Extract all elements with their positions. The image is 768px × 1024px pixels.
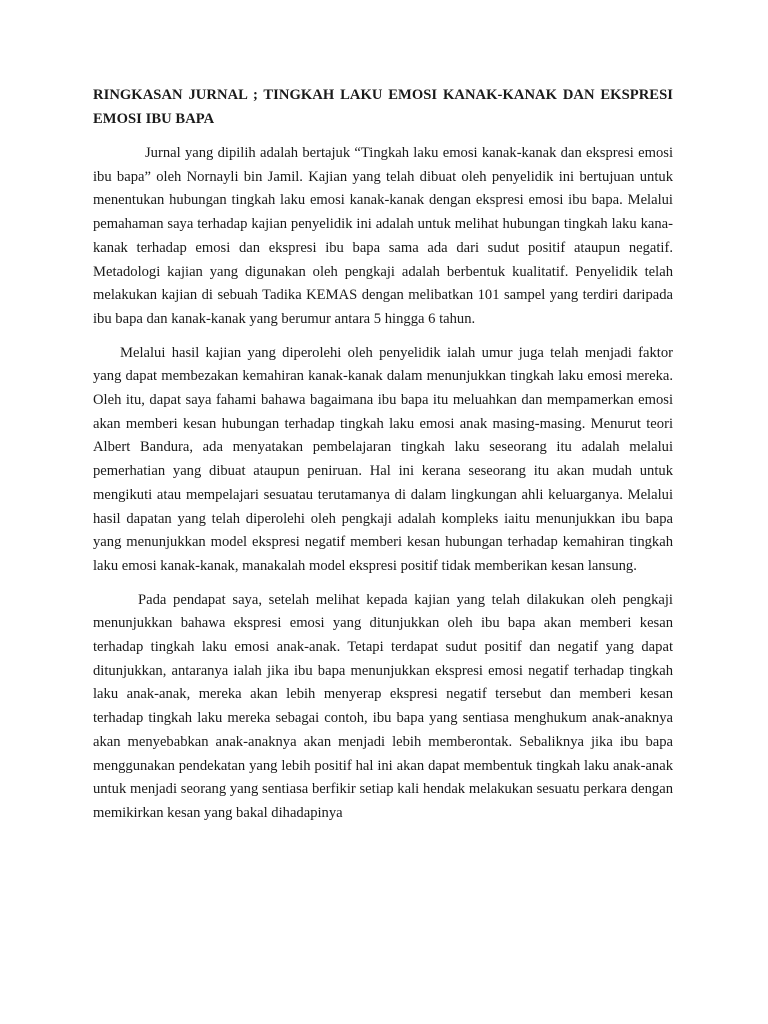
- document-title: RINGKASAN JURNAL ; TINGKAH LAKU EMOSI KANAK-KANAK DAN EKSPRESI EMOSI IBU BAPA: [93, 87, 673, 127]
- document-body: [93, 84, 673, 836]
- paragraph-3: Pada pendapat saya, setelah melihat kepada kajian yang telah dilakukan oleh pengkaji menunjukkan bahawa ekspresi emosi yang ditunjukkan oleh ibu bapa akan memberi kesan terhadap tingkah laku emosi anak-anak. Tetapi terdapat sudut positif dan negatif yang dapat ditunjukkan, antaranya ialah jika ibu bapa menunjukkan ekspresi emosi negatif terhadap tingkah laku anak-anak, mereka akan lebih menyerap ekspresi negatif tersebut dan memberi kesan terhadap tingkah laku mereka sebagai contoh, ibu bapa yang sentiasa menghukum anak-anaknya akan menyebabkan anak-anaknya akan menjadi lebih memberontak. Sebaliknya jika ibu bapa menggunakan pendekatan yang lebih positif hal ini akan dapat membentuk tingkah laku anak-anak untuk menjadi seorang yang sentiasa berfikir setiap kali hendak melakukan sesuatu perkara dengan memikirkan kesan yang bakal dihadapinya: [93, 591, 673, 821]
- paragraph-1: Jurnal yang dipilih adalah bertajuk “Tingkah laku emosi kanak-kanak dan ekspresi emosi ibu bapa” oleh Nornayli bin Jamil. Kajian yang telah dibuat oleh penyelidik ini bertujuan untuk menentukan hubungan tingkah laku emosi kanak-kanak dengan ekspresi emosi ibu bapa. Melalui pemahaman saya terhadap kajian penyelidik ini adalah untuk melihat hubungan tingkah laku kana-kanak terhadap emosi dan ekspresi ibu bapa sama ada dari sudut positif ataupun negatif. Metadologi kajian yang digunakan oleh pengkaji adalah berbentuk kualitatif. Penyelidik telah melakukan kajian di sebuah Tadika KEMAS dengan melibatkan 101 sampel yang terdiri daripada ibu bapa dan kanak-kanak yang berumur antara 5 hingga 6 tahun.: [93, 145, 673, 327]
- paragraph-2: Melalui hasil kajian yang diperolehi oleh penyelidik ialah umur juga telah menjadi faktor yang dapat membezakan kemahiran kanak-kanak dalam menunjukkan tingkah laku emosi mereka. Oleh itu, dapat saya fahami bahawa bagaimana ibu bapa itu meluahkan dan mempamerkan emosi akan memberi kesan hubungan terhadap tingkah laku emosi anak masing-masing. Menurut teori Albert Bandura, ada menyatakan pembelajaran tingkah laku seseorang itu adalah melalui pemerhatian yang dibuat ataupun peniruan. Hal ini kerana seseorang itu akan mudah untuk mengikuti atau mempelajari sesuatau terutamanya di dalam lingkungan ahli keluarganya. Melalui hasil dapatan yang telah diperolehi oleh pengkaji adalah kompleks iaitu menunjukkan ibu bapa yang menunjukkan model ekspresi negatif memberi kesan hubungan terhadap kemahiran tingkah laku emosi kanak-kanak, manakalah model ekspresi positif tidak memberikan kesan lansung.: [93, 344, 673, 574]
